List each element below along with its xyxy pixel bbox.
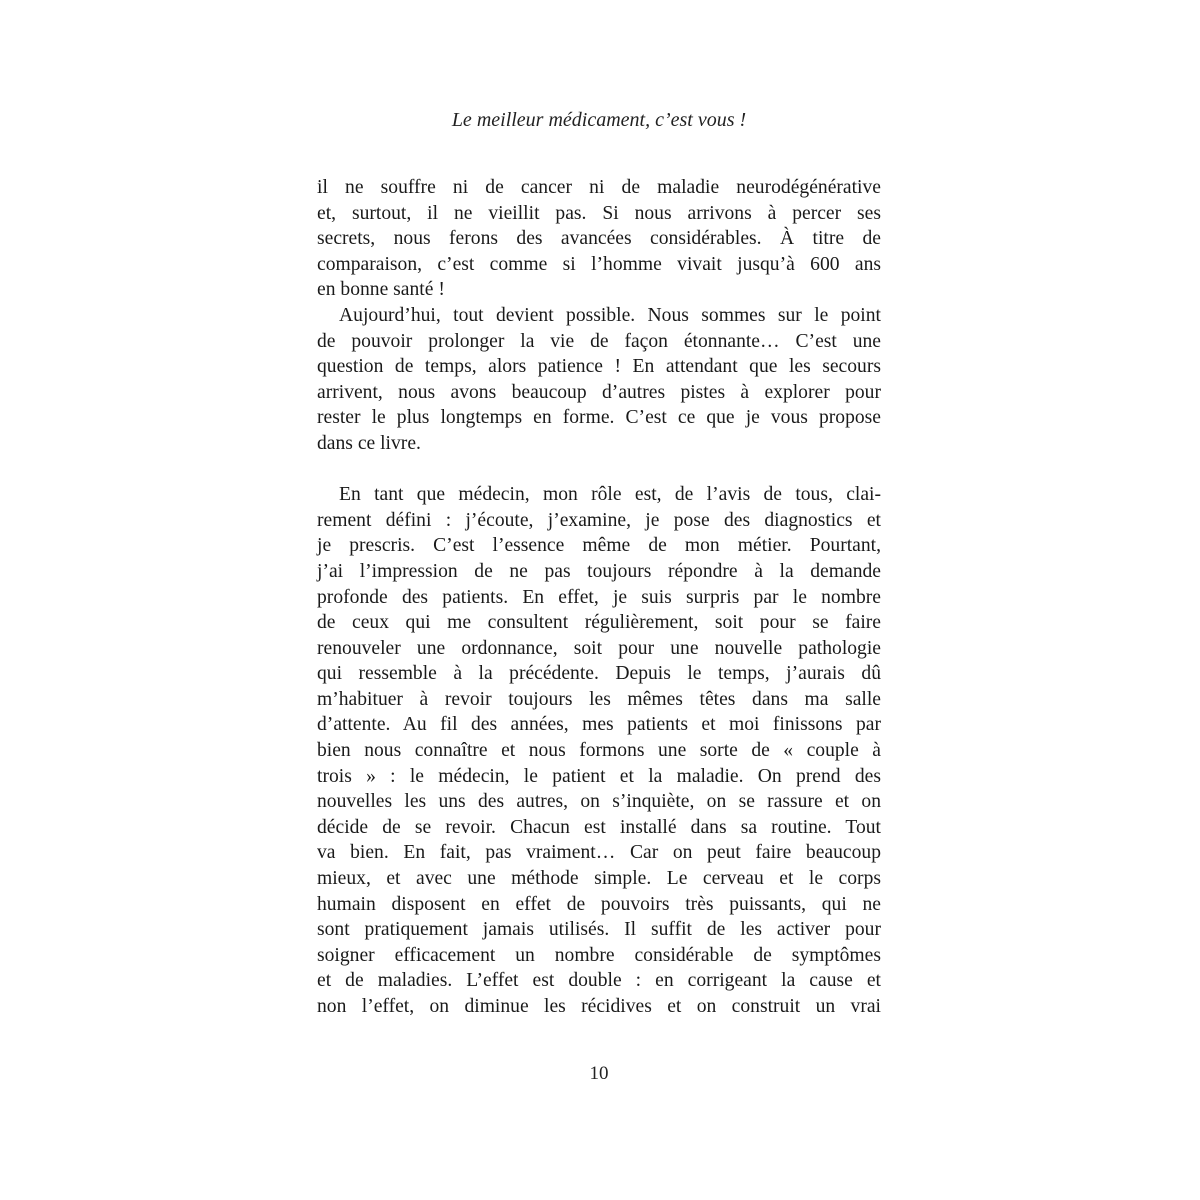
text-line: humain disposent en effet de pouvoirs très puissants, qui ne xyxy=(317,893,881,915)
text-line: m’habituer à revoir toujours les mêmes têtes dans ma salle xyxy=(317,688,881,710)
text-line: et, surtout, il ne vieillit pas. Si nous arrivons à percer ses xyxy=(317,202,881,224)
text-line: rement défini : j’écoute, j’examine, je pose des diagnostics et xyxy=(317,509,881,531)
section-break xyxy=(317,457,881,483)
text-line: rester le plus longtemps en forme. C’est ce que je vous propose xyxy=(317,407,881,429)
text-line: non l’effet, on diminue les récidives et on construit un vrai xyxy=(317,996,881,1017)
text-line: j’ai l’impression de ne pas toujours répondre à la demande xyxy=(317,560,881,582)
text-line: secrets, nous ferons des avancées considérables. À titre de xyxy=(317,228,881,250)
text-line: En tant que médecin, mon rôle est, de l’avis de tous, clai- xyxy=(339,484,881,506)
paragraph xyxy=(317,303,881,457)
text-line: nouvelles les uns des autres, on s’inquiète, on se rassure et on xyxy=(317,791,881,813)
text-line: question de temps, alors patience ! En attendant que les secours xyxy=(317,356,881,378)
text-line: je prescris. C’est l’essence même de mon métier. Pourtant, xyxy=(317,535,881,557)
text-line: comparaison, c’est comme si l’homme vivait jusqu’à 600 ans xyxy=(317,253,881,275)
text-line: soigner efficacement un nombre considérable de symptômes xyxy=(317,944,881,966)
text-line: profonde des patients. En effet, je suis surpris par le nombre xyxy=(317,586,881,608)
text-line: et de maladies. L’effet est double : en corrigeant la cause et xyxy=(317,970,881,992)
text-line: en bonne santé ! xyxy=(317,279,445,301)
text-line: renouveler une ordonnance, soit pour une nouvelle pathologie xyxy=(317,637,881,659)
body-text xyxy=(317,175,881,1020)
text-line: dans ce livre. xyxy=(317,432,421,454)
text-line: qui ressemble à la précédente. Depuis le temps, j’aurais dû xyxy=(317,663,881,685)
paragraph xyxy=(317,175,881,303)
text-line: va bien. En fait, pas vraiment… Car on peut faire beaucoup xyxy=(317,842,881,864)
text-line: mieux, et avec une méthode simple. Le cerveau et le corps xyxy=(317,868,881,890)
text-line: bien nous connaître et nous formons une sorte de « couple à xyxy=(317,740,881,762)
text-line: décide de se revoir. Chacun est installé dans sa routine. Tout xyxy=(317,816,881,838)
text-line: de pouvoir prolonger la vie de façon étonnante… C’est une xyxy=(317,330,881,352)
text-line: Aujourd’hui, tout devient possible. Nous sommes sur le point xyxy=(339,304,881,326)
page-number: 10 xyxy=(589,1063,609,1084)
text-line: sont pratiquement jamais utilisés. Il suffit de les activer pour xyxy=(317,919,881,941)
text-line: trois » : le médecin, le patient et la maladie. On prend des xyxy=(317,765,881,787)
text-line: d’attente. Au fil des années, mes patients et moi finissons par xyxy=(317,714,881,736)
paragraph xyxy=(317,482,881,1019)
text-line: arrivent, nous avons beaucoup d’autres pistes à explorer pour xyxy=(317,381,881,403)
text-line: de ceux qui me consultent régulièrement, soit pour se faire xyxy=(317,612,881,634)
text-line: il ne souffre ni de cancer ni de maladie neurodégénérative xyxy=(317,177,881,198)
running-head: Le meilleur médicament, c’est vous ! xyxy=(451,109,747,131)
